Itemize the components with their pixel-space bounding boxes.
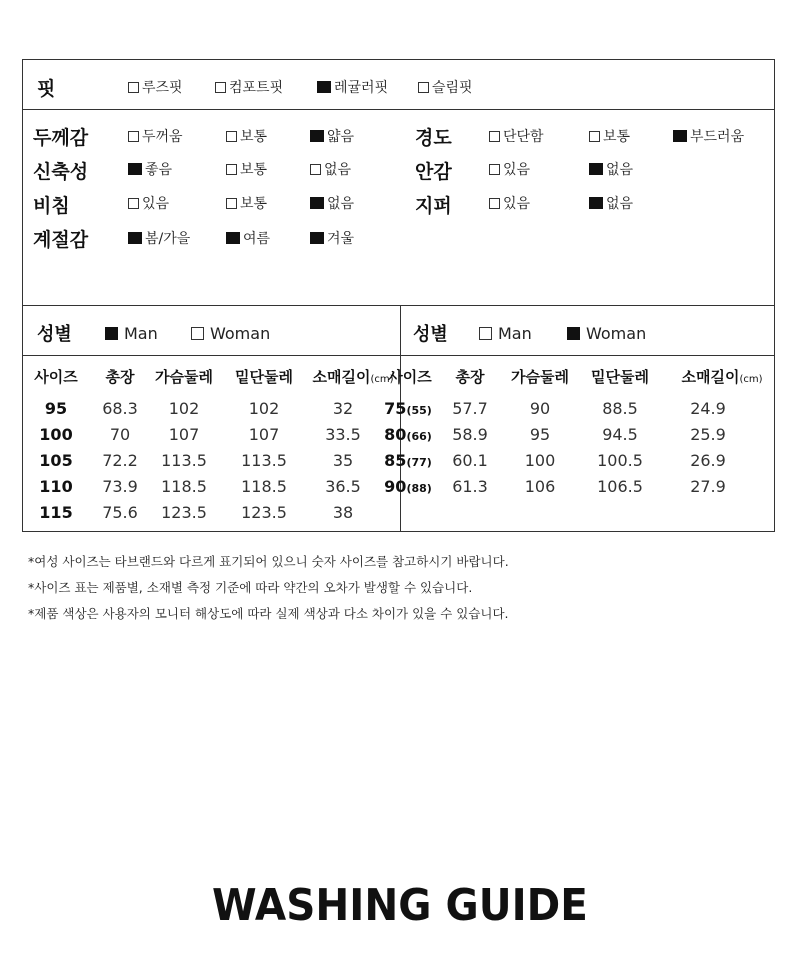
checkbox-checked-icon	[128, 232, 142, 244]
lining-label: 안감	[415, 161, 452, 183]
checkbox-checked-icon	[128, 163, 142, 175]
sheerness-option-yes: 있음	[128, 193, 169, 213]
men-value-cell: 107	[168, 425, 200, 444]
women-size-number: 85	[384, 451, 407, 470]
checkbox-icon	[226, 131, 237, 142]
checkbox-icon	[589, 131, 600, 142]
men-value-cell: 32	[332, 399, 354, 418]
men-value-cell: 102	[168, 399, 200, 418]
thickness-option-thin: 얇음	[310, 126, 354, 146]
checkbox-checked-icon	[317, 81, 331, 93]
sheerness-option-normal: 보통	[226, 193, 267, 213]
zipper-option-no: 없음	[589, 193, 633, 213]
checkbox-icon	[191, 327, 204, 340]
men-size-cell: 100	[39, 425, 73, 444]
women-size-cell	[375, 477, 441, 496]
women-header-hem: 밑단둘레	[591, 368, 649, 386]
checkbox-icon	[489, 198, 500, 209]
men-header-hem: 밑단둘레	[235, 368, 293, 386]
men-value-cell: 123.5	[241, 503, 287, 522]
men-value-cell: 113.5	[161, 451, 207, 470]
women-value-cell: 106	[524, 477, 556, 496]
men-value-cell: 33.5	[325, 425, 361, 444]
fit-option-comfort: 컴포트핏	[215, 77, 283, 97]
note-measurement: *사이즈 표는 제품별, 소재별 측정 기준에 따라 약간의 오차가 발생할 수 있습니다.	[28, 580, 473, 595]
men-size-cell: 105	[39, 451, 73, 470]
unit-label: (cm)	[739, 374, 763, 385]
product-info-box	[22, 59, 775, 532]
checkbox-icon	[418, 82, 429, 93]
women-value-cell: 26.9	[690, 451, 726, 470]
gender-option-man-women-table: Man	[479, 324, 532, 343]
divider-tables	[400, 305, 401, 532]
fit-option-loose: 루즈핏	[128, 77, 183, 97]
men-size-cell: 95	[44, 399, 68, 418]
lining-option-yes: 있음	[489, 159, 530, 179]
divider-gender	[23, 355, 774, 356]
men-header-chest: 가슴둘레	[155, 368, 213, 386]
men-value-cell: 123.5	[161, 503, 207, 522]
women-value-cell: 27.9	[690, 477, 726, 496]
fit-option-regular: 레귤러핏	[317, 77, 388, 97]
unit-label: (cm)	[370, 374, 394, 385]
stretch-label: 신축성	[33, 161, 89, 183]
checkbox-icon	[479, 327, 492, 340]
season-option-spring-fall: 봄/가을	[128, 228, 190, 248]
men-value-cell: 75.6	[102, 503, 138, 522]
divider-fit	[23, 109, 774, 110]
women-header-sleeve: 소매길이(cm)	[681, 368, 763, 386]
women-size-alt: (88)	[406, 482, 432, 495]
women-size-cell	[375, 399, 441, 418]
checkbox-icon	[489, 164, 500, 175]
women-size-number: 80	[384, 425, 407, 444]
firmness-option-normal: 보통	[589, 126, 630, 146]
note-color: *제품 색상은 사용자의 모니터 해상도에 따라 실제 색상과 다소 차이가 있을 수 있습니다.	[28, 606, 509, 621]
men-size-cell: 110	[39, 477, 73, 496]
checkbox-icon	[128, 131, 139, 142]
fit-option-slim: 슬림핏	[418, 77, 473, 97]
women-value-cell: 100.5	[597, 451, 643, 470]
checkbox-checked-icon	[226, 232, 240, 244]
checkbox-checked-icon	[310, 197, 324, 209]
women-value-cell: 94.5	[602, 425, 638, 444]
zipper-label: 지퍼	[415, 195, 452, 217]
thickness-option-normal: 보통	[226, 126, 267, 146]
men-value-cell: 102	[248, 399, 280, 418]
season-option-winter: 겨울	[310, 228, 354, 248]
stretch-option-none: 없음	[310, 159, 351, 179]
men-value-cell: 118.5	[161, 477, 207, 496]
gender-option-woman-men-table: Woman	[191, 324, 270, 343]
women-value-cell: 88.5	[602, 399, 638, 418]
firmness-label: 경도	[415, 127, 452, 149]
checkbox-checked-icon	[105, 327, 118, 340]
washing-guide-title: WASHING GUIDE	[212, 880, 588, 931]
women-value-cell: 100	[524, 451, 556, 470]
women-value-cell: 24.9	[690, 399, 726, 418]
women-header-length: 총장	[455, 368, 485, 386]
men-header-sleeve: 소매길이(cm)	[312, 368, 394, 386]
checkbox-checked-icon	[310, 232, 324, 244]
checkbox-icon	[128, 82, 139, 93]
women-value-cell: 90	[529, 399, 551, 418]
zipper-option-yes: 있음	[489, 193, 530, 213]
sheerness-label: 비침	[33, 195, 70, 217]
women-size-cell	[375, 425, 441, 444]
women-value-cell: 61.3	[452, 477, 488, 496]
women-size-alt: (66)	[406, 430, 432, 443]
men-value-cell: 73.9	[102, 477, 138, 496]
season-label: 계절감	[33, 229, 89, 251]
fit-label: 핏	[37, 78, 56, 100]
checkbox-checked-icon	[673, 130, 687, 142]
firmness-option-firm: 단단함	[489, 126, 544, 146]
women-size-cell	[375, 451, 441, 470]
thickness-option-thick: 두꺼움	[128, 126, 183, 146]
checkbox-checked-icon	[310, 130, 324, 142]
women-value-cell: 60.1	[452, 451, 488, 470]
women-value-cell: 57.7	[452, 399, 488, 418]
checkbox-checked-icon	[589, 197, 603, 209]
checkbox-icon	[128, 198, 139, 209]
women-size-alt: (55)	[406, 404, 432, 417]
men-value-cell: 118.5	[241, 477, 287, 496]
women-size-number: 75	[384, 399, 407, 418]
women-value-cell: 95	[529, 425, 551, 444]
men-value-cell: 36.5	[325, 477, 361, 496]
women-value-cell: 25.9	[690, 425, 726, 444]
women-size-alt: (77)	[406, 456, 432, 469]
note-women-size: *여성 사이즈는 타브랜드와 다르게 표기되어 있으니 숫자 사이즈를 참고하시기 바랍니다.	[28, 554, 509, 569]
women-value-cell: 58.9	[452, 425, 488, 444]
men-value-cell: 113.5	[241, 451, 287, 470]
women-header-size: 사이즈	[388, 368, 432, 386]
checkbox-icon	[489, 131, 500, 142]
men-value-cell: 68.3	[102, 399, 138, 418]
gender-option-man-men-table: Man	[105, 324, 158, 343]
checkbox-icon	[226, 198, 237, 209]
sheerness-option-none: 없음	[310, 193, 354, 213]
men-header-size: 사이즈	[34, 368, 78, 386]
women-value-cell: 106.5	[597, 477, 643, 496]
gender-label-women: 성별	[413, 324, 448, 345]
stretch-option-normal: 보통	[226, 159, 267, 179]
men-value-cell: 72.2	[102, 451, 138, 470]
men-value-cell: 107	[248, 425, 280, 444]
thickness-label: 두께감	[33, 127, 89, 149]
women-header-chest: 가슴둘레	[511, 368, 569, 386]
firmness-option-soft: 부드러움	[673, 126, 744, 146]
men-value-cell: 35	[332, 451, 354, 470]
checkbox-checked-icon	[589, 163, 603, 175]
men-header-length: 총장	[105, 368, 135, 386]
women-size-number: 90	[384, 477, 407, 496]
gender-label-men: 성별	[37, 324, 72, 345]
divider-attributes	[23, 305, 774, 306]
checkbox-icon	[215, 82, 226, 93]
men-value-cell: 70	[109, 425, 131, 444]
stretch-option-good: 좋음	[128, 159, 172, 179]
gender-option-woman-women-table: Woman	[567, 324, 646, 343]
lining-option-no: 없음	[589, 159, 633, 179]
checkbox-icon	[310, 164, 321, 175]
men-value-cell: 38	[332, 503, 354, 522]
men-size-cell: 115	[39, 503, 73, 522]
checkbox-checked-icon	[567, 327, 580, 340]
season-option-summer: 여름	[226, 228, 270, 248]
checkbox-icon	[226, 164, 237, 175]
